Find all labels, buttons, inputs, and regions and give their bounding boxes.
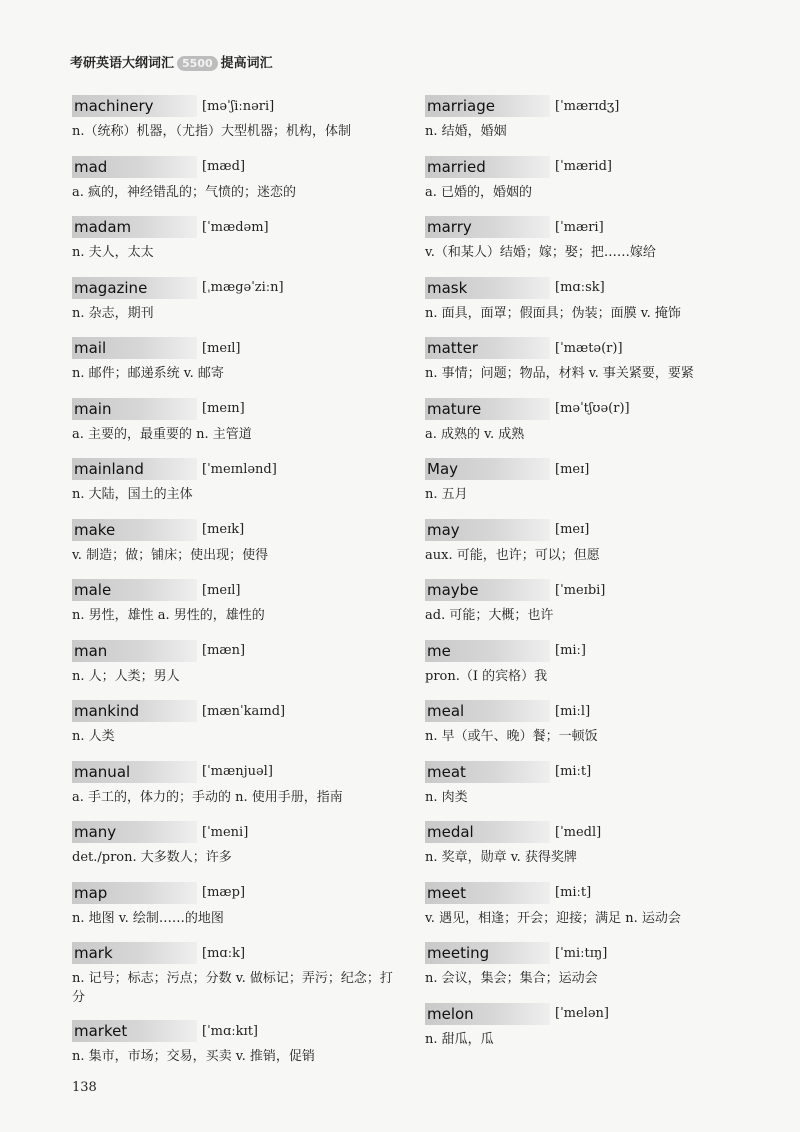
headword-line [72, 154, 402, 180]
headword: marriage [425, 95, 550, 117]
left-column [72, 93, 402, 1079]
headword-line [425, 759, 755, 785]
phonetic: [meɪl] [202, 582, 241, 598]
definition: a. 成熟的 v. 成熟 [425, 426, 525, 442]
definition: n. 五月 [425, 487, 468, 502]
phonetic: [meɪn] [202, 401, 245, 416]
headword-line [72, 698, 402, 724]
definition: n. 面具，面罩；假面具；伪装；面膜 v. 掩饰 [425, 305, 681, 321]
definition: n. 事情；问题；物品，材料 v. 事关紧要，要紧 [425, 366, 694, 381]
phonetic: [ˈmeɪbi] [555, 582, 606, 598]
vocab-entry [72, 819, 402, 880]
definition: n. 杂志，期刊 [72, 305, 154, 321]
vocab-entry [72, 577, 402, 638]
definition: a. 主要的，最重要的 n. 主管道 [72, 426, 252, 442]
headword: mature [425, 398, 550, 420]
headword-line [72, 456, 402, 482]
headword-line [72, 577, 402, 603]
headword-line [72, 275, 402, 301]
headword-line [72, 759, 402, 785]
vocab-entry [425, 93, 755, 154]
headword-line [72, 638, 402, 664]
headword: married [425, 156, 550, 178]
vocab-entry [425, 880, 755, 941]
phonetic: [mæd] [202, 159, 246, 174]
headword: meat [425, 761, 550, 783]
headword-line [425, 275, 755, 301]
phonetic: [ˈmædəm] [202, 219, 269, 235]
headword-line [72, 517, 402, 543]
vocab-entry [72, 698, 402, 759]
definition: n. 夫人，太太 [72, 245, 154, 260]
headword-line [425, 214, 755, 240]
phonetic: [miːt] [555, 885, 592, 900]
vocab-entry [425, 214, 755, 275]
definition: n.（统称）机器，（尤指）大型机器；机构，体制 [72, 124, 352, 139]
definition: n. 奖章，勋章 v. 获得奖牌 [425, 850, 577, 865]
headword: manual [72, 761, 197, 783]
definition: pron.（I 的宾格）我 [425, 668, 548, 684]
vocab-entry [72, 154, 402, 215]
vocab-entry [72, 275, 402, 336]
vocab-entry [72, 396, 402, 457]
page-number: 138 [72, 1080, 97, 1095]
vocab-entry [425, 335, 755, 396]
headword: maybe [425, 579, 550, 601]
headword-line [425, 577, 755, 603]
headword: me [425, 640, 550, 662]
phonetic: [ˈmeni] [202, 824, 249, 840]
vocab-entry [425, 577, 755, 638]
headword-line [425, 396, 755, 422]
vocab-entry [72, 335, 402, 396]
headword: mad [72, 156, 197, 178]
vocab-entry [425, 1001, 755, 1062]
headword: madam [72, 216, 197, 238]
headword: melon [425, 1003, 550, 1025]
phonetic: [meɪ] [555, 461, 590, 477]
vocab-entry [425, 396, 755, 457]
phonetic: [mæp] [202, 885, 246, 900]
headword: mainland [72, 458, 197, 480]
vocab-entry [425, 154, 755, 215]
headword-line [425, 154, 755, 180]
headword: may [425, 519, 550, 541]
vocab-entry [425, 819, 755, 880]
definition: v. 制造；做；铺床；使出现；使得 [72, 547, 269, 563]
headword: matter [425, 337, 550, 359]
definition: n. 会议，集会；集合；运动会 [425, 971, 598, 986]
definition: n. 男性，雄性 a. 男性的，雄性的 [72, 608, 265, 623]
headword: mail [72, 337, 197, 359]
headword-line [425, 456, 755, 482]
phonetic: [ˈmelən] [555, 1006, 609, 1021]
headword: map [72, 882, 197, 904]
vocab-entry [72, 517, 402, 578]
headword: mankind [72, 700, 197, 722]
headword: meal [425, 700, 550, 722]
headword: medal [425, 821, 550, 843]
phonetic: [ˈmætə(r)] [555, 340, 623, 356]
phonetic: [ˈmeɪnlənd] [202, 461, 277, 477]
headword-line [72, 1018, 402, 1044]
vocab-entry [72, 940, 402, 1018]
vocab-entry [72, 880, 402, 941]
phonetic: [ˈmænjuəl] [202, 764, 273, 779]
phonetic: [ˌmægəˈziːn] [202, 280, 284, 295]
headword-line [72, 335, 402, 361]
headword-line [425, 698, 755, 724]
definition: n. 甜瓜，瓜 [425, 1031, 494, 1047]
headword-line [72, 396, 402, 422]
phonetic: [miː] [555, 643, 587, 658]
definition: n. 地图 v. 绘制……的地图 [72, 910, 224, 926]
definition: n. 邮件；邮递系统 v. 邮寄 [72, 366, 224, 381]
phonetic: [mɑːsk] [555, 280, 605, 295]
vocab-entry [425, 456, 755, 517]
headword: man [72, 640, 197, 662]
definition: n. 人；人类；男人 [72, 668, 180, 684]
vocab-entry [425, 759, 755, 820]
phonetic: [ˈmærid] [555, 159, 612, 174]
headword: make [72, 519, 197, 541]
definition: n. 早（或午、晚）餐；一顿饭 [425, 729, 598, 744]
definition: aux. 可能，也许；可以；但愿 [425, 547, 600, 563]
phonetic: [meɪ] [555, 522, 590, 537]
vocab-entry [72, 214, 402, 275]
headword: marry [425, 216, 550, 238]
right-column [425, 93, 755, 1061]
headword: mark [72, 942, 197, 964]
phonetic: [məˈtʃʊə(r)] [555, 401, 630, 416]
vocab-entry [72, 638, 402, 699]
definition: v.（和某人）结婚；嫁；娶；把……嫁给 [425, 245, 656, 260]
headword-line [72, 880, 402, 906]
phonetic: [ˈmæri] [555, 219, 604, 235]
phonetic: [mɑːk] [202, 945, 246, 961]
headword: meeting [425, 942, 550, 964]
headword-line [425, 517, 755, 543]
headword: many [72, 821, 197, 843]
vocab-entry [425, 638, 755, 699]
header-badge: 5500 [177, 56, 218, 71]
definition: a. 疯的，神经错乱的；气愤的；迷恋的 [72, 184, 297, 200]
headword-line [425, 93, 755, 119]
headword: main [72, 398, 197, 420]
phonetic: [ˈmɑːkɪt] [202, 1023, 259, 1039]
vocab-entry [72, 93, 402, 154]
headword-line [425, 819, 755, 845]
vocab-entry [425, 698, 755, 759]
vocab-entry [425, 940, 755, 1001]
phonetic: [ˈmærɪdʒ] [555, 98, 620, 114]
headword-line [425, 638, 755, 664]
headword-line [425, 880, 755, 906]
headword-line [72, 819, 402, 845]
phonetic: [mænˈkaɪnd] [202, 703, 286, 719]
vocab-entry [425, 517, 755, 578]
headword: May [425, 458, 550, 480]
definition: a. 已婚的，婚姻的 [425, 184, 533, 200]
header-title: 考研英语大纲词汇 [70, 56, 175, 71]
definition: n. 人类 [72, 729, 115, 744]
header-subtitle: 提高词汇 [220, 56, 273, 71]
phonetic: [meɪk] [202, 522, 245, 537]
headword-line [425, 335, 755, 361]
phonetic: [mæn] [202, 643, 246, 658]
headword-line [425, 1001, 755, 1027]
headword-line [72, 214, 402, 240]
page-header [70, 52, 273, 71]
phonetic: [məˈʃiːnəri] [202, 98, 275, 114]
vocab-entry [72, 759, 402, 820]
headword-line [425, 940, 755, 966]
definition: a. 手工的，体力的；手动的 n. 使用手册，指南 [72, 789, 343, 805]
definition: ad. 可能；大概；也许 [425, 608, 554, 623]
headword: meet [425, 882, 550, 904]
headword: male [72, 579, 197, 601]
vocab-entry [425, 275, 755, 336]
headword: market [72, 1020, 197, 1042]
definition: n. 集市，市场；交易，买卖 v. 推销，促销 [72, 1049, 315, 1064]
definition: n. 大陆，国土的主体 [72, 487, 193, 502]
definition: n. 结婚，婚姻 [425, 124, 507, 139]
headword: machinery [72, 95, 197, 117]
vocab-entry [72, 456, 402, 517]
headword: mask [425, 277, 550, 299]
headword-line [72, 93, 402, 119]
phonetic: [ˈmedl] [555, 824, 602, 840]
phonetic: [ˈmiːtɪŋ] [555, 945, 608, 961]
phonetic: [miːt] [555, 764, 592, 779]
phonetic: [meɪl] [202, 340, 241, 356]
definition: det./pron. 大多数人；许多 [72, 850, 232, 865]
definition: n. 肉类 [425, 789, 468, 805]
vocab-entry [72, 1018, 402, 1079]
headword: magazine [72, 277, 197, 299]
headword-line [72, 940, 402, 966]
definition: v. 遇见，相逢；开会；迎接；满足 n. 运动会 [425, 910, 681, 926]
definition: n. 记号；标志；污点；分数 v. 做标记；弄污；纪念；打分 [72, 971, 393, 1005]
phonetic: [miːl] [555, 703, 591, 719]
